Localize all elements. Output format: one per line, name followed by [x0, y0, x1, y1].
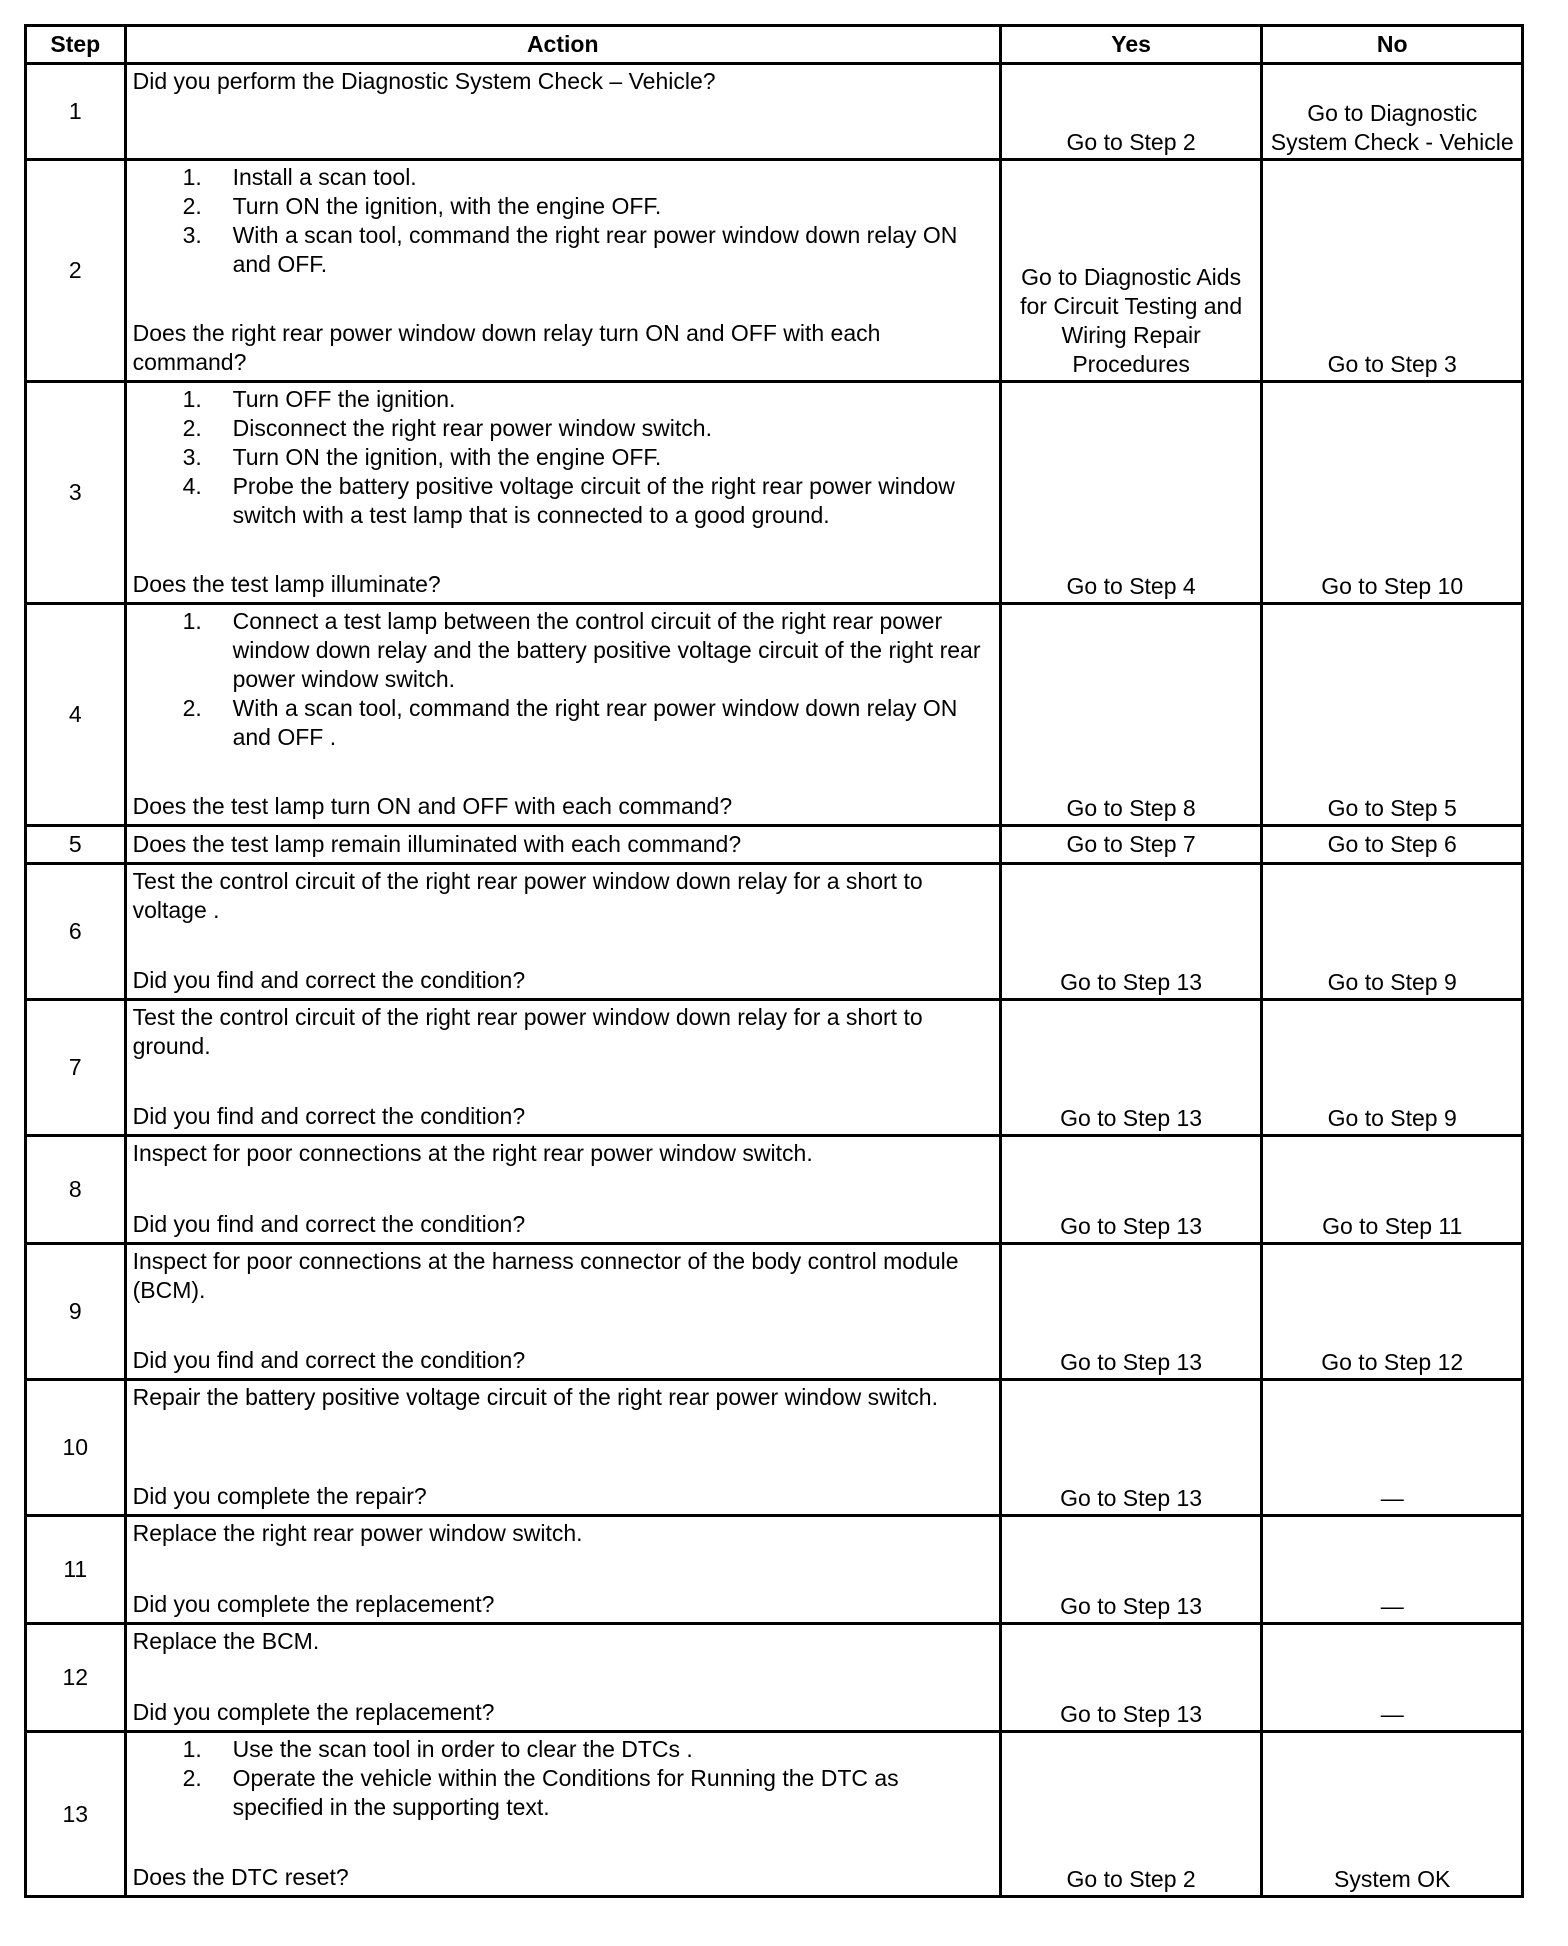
yes-result: Go to Step 13: [1000, 1244, 1262, 1380]
step-number: 1: [26, 64, 126, 160]
action-step-number: 4.: [182, 473, 202, 499]
no-result: System OK: [1262, 1732, 1523, 1897]
action-body: [133, 67, 993, 96]
header-no: No: [1262, 26, 1523, 64]
action-step-number: 1.: [182, 1736, 202, 1762]
action-cell: [125, 1380, 1000, 1516]
step-number: 3: [26, 382, 126, 604]
yes-result: Go to Step 13: [1000, 864, 1262, 1000]
step-number: 6: [26, 864, 126, 1000]
action-text: Did you perform the Diagnostic System Check – Vehicle?: [132, 68, 716, 94]
action-text: Repair the battery positive voltage circuit of the right rear power window switch.: [132, 1384, 938, 1410]
action-body: [133, 867, 993, 925]
table-row: [26, 604, 1523, 826]
action-steps: [133, 163, 993, 279]
action-step-item: [133, 607, 993, 694]
no-result: Go to Step 9: [1262, 1000, 1523, 1136]
action-step-number: 2.: [182, 193, 202, 219]
action-question: Did you find and correct the condition?: [132, 967, 526, 993]
action-cell: [125, 382, 1000, 604]
action-step-item: [133, 192, 993, 221]
action-cell: [125, 1624, 1000, 1732]
action-question: Does the DTC reset?: [132, 1864, 349, 1890]
action-step-item: [133, 385, 993, 414]
action-body: [133, 1247, 993, 1305]
action-step-text: Turn ON the ignition, with the engine OFF.: [232, 444, 662, 470]
action-step-number: 1.: [182, 608, 202, 634]
action-step-text: Connect a test lamp between the control circuit of the right rear power window down relay and the battery positive voltage circuit of the right rear power window switch.: [232, 608, 981, 692]
no-result: Go to Step 10: [1262, 382, 1523, 604]
action-step-text: With a scan tool, command the right rear power window down relay ON and OFF .: [232, 695, 958, 750]
action-question: Did you find and correct the condition?: [132, 1347, 526, 1373]
yes-result: Go to Step 2: [1000, 64, 1262, 160]
table-row: [26, 1516, 1523, 1624]
action-step-text: Turn ON the ignition, with the engine OFF.: [232, 193, 662, 219]
table-row: [26, 1732, 1523, 1897]
header-step: Step: [26, 26, 126, 64]
action-step-item: [133, 443, 993, 472]
action-cell: [125, 864, 1000, 1000]
no-result: —: [1262, 1624, 1523, 1732]
no-result: —: [1262, 1380, 1523, 1516]
action-step-text: Install a scan tool.: [232, 164, 417, 190]
step-number: 5: [26, 826, 126, 864]
action-text: Inspect for poor connections at the right rear power window switch.: [132, 1140, 813, 1166]
step-number: 13: [26, 1732, 126, 1897]
action-body: [133, 385, 993, 530]
table-row: [26, 1244, 1523, 1380]
step-number: 12: [26, 1624, 126, 1732]
table-row: [26, 1136, 1523, 1244]
action-step-item: [133, 221, 993, 279]
action-step-text: Use the scan tool in order to clear the DTCs .: [232, 1736, 693, 1762]
action-step-number: 1.: [182, 164, 202, 190]
step-number: 10: [26, 1380, 126, 1516]
no-result: Go to Step 11: [1262, 1136, 1523, 1244]
action-steps: [133, 607, 993, 752]
table-row: [26, 1380, 1523, 1516]
action-question: Did you complete the replacement?: [132, 1699, 495, 1725]
action-question: Does the test lamp illuminate?: [132, 571, 441, 597]
yes-result: Go to Step 13: [1000, 1380, 1262, 1516]
no-result: Go to Step 5: [1262, 604, 1523, 826]
action-cell: [125, 604, 1000, 826]
action-step-item: [133, 1735, 993, 1764]
action-cell: [125, 160, 1000, 382]
no-result: —: [1262, 1516, 1523, 1624]
action-question: Did you find and correct the condition?: [132, 1211, 526, 1237]
action-cell: [125, 1732, 1000, 1897]
table-row: [26, 160, 1523, 382]
action-cell: [125, 1516, 1000, 1624]
header-row: [26, 26, 1523, 64]
table-row: [26, 64, 1523, 160]
step-number: 9: [26, 1244, 126, 1380]
action-text: Replace the BCM.: [132, 1628, 320, 1654]
action-step-text: Disconnect the right rear power window switch.: [232, 415, 712, 441]
action-body: [133, 1519, 993, 1548]
step-number: 8: [26, 1136, 126, 1244]
no-result: Go to Diagnostic System Check - Vehicle: [1262, 64, 1523, 160]
action-text: Test the control circuit of the right rear power window down relay for a short to ground.: [132, 1004, 923, 1059]
action-question: Did you complete the replacement?: [132, 1591, 495, 1617]
yes-result: Go to Step 8: [1000, 604, 1262, 826]
table-row: [26, 1000, 1523, 1136]
action-text: Test the control circuit of the right rear power window down relay for a short to voltage .: [132, 868, 923, 923]
action-cell: [125, 1136, 1000, 1244]
action-question: Does the test lamp turn ON and OFF with each command?: [132, 793, 733, 819]
no-result: Go to Step 3: [1262, 160, 1523, 382]
step-number: 7: [26, 1000, 126, 1136]
yes-result: Go to Step 13: [1000, 1516, 1262, 1624]
yes-result: Go to Step 7: [1000, 826, 1262, 864]
table-row: [26, 382, 1523, 604]
action-question: Did you find and correct the condition?: [132, 1103, 526, 1129]
action-step-text: With a scan tool, command the right rear power window down relay ON and OFF.: [232, 222, 958, 277]
no-result: Go to Step 12: [1262, 1244, 1523, 1380]
action-steps: [133, 1735, 993, 1822]
action-body: [133, 607, 993, 752]
yes-result: Go to Diagnostic Aids for Circuit Testing and Wiring Repair Procedures: [1000, 160, 1262, 382]
action-step-number: 3.: [182, 222, 202, 248]
action-body: [133, 1627, 993, 1656]
action-step-number: 2.: [182, 695, 202, 721]
header-action: Action: [125, 26, 1000, 64]
action-question: Does the right rear power window down relay turn ON and OFF with each command?: [132, 320, 881, 375]
diagnostic-table: [24, 24, 1524, 1898]
no-result: Go to Step 6: [1262, 826, 1523, 864]
action-cell: [125, 1000, 1000, 1136]
action-step-item: [133, 1764, 993, 1822]
no-result: Go to Step 9: [1262, 864, 1523, 1000]
header-yes: Yes: [1000, 26, 1262, 64]
table-row: [26, 864, 1523, 1000]
table-row: [26, 826, 1523, 864]
action-step-number: 1.: [182, 386, 202, 412]
action-question: Did you complete the repair?: [132, 1483, 427, 1509]
action-body: [133, 1383, 993, 1412]
action-body: [133, 1735, 993, 1822]
action-body: [133, 1139, 993, 1168]
action-step-number: 2.: [182, 415, 202, 441]
action-step-text: Operate the vehicle within the Conditions for Running the DTC as specified in the supporting text.: [232, 1765, 899, 1820]
action-step-item: [133, 163, 993, 192]
action-step-text: Turn OFF the ignition.: [232, 386, 456, 412]
yes-result: Go to Step 4: [1000, 382, 1262, 604]
action-body: [133, 830, 993, 859]
yes-result: Go to Step 13: [1000, 1136, 1262, 1244]
step-number: 4: [26, 604, 126, 826]
action-text: Does the test lamp remain illuminated with each command?: [132, 830, 742, 857]
step-number: 11: [26, 1516, 126, 1624]
action-cell: [125, 826, 1000, 864]
action-text: Inspect for poor connections at the harness connector of the body control module (BCM).: [132, 1248, 959, 1303]
action-cell: [125, 64, 1000, 160]
yes-result: Go to Step 13: [1000, 1624, 1262, 1732]
yes-result: Go to Step 13: [1000, 1000, 1262, 1136]
step-number: 2: [26, 160, 126, 382]
action-text: Replace the right rear power window switch.: [132, 1520, 583, 1546]
action-steps: [133, 385, 993, 530]
action-body: [133, 1003, 993, 1061]
action-step-item: [133, 414, 993, 443]
action-cell: [125, 1244, 1000, 1380]
action-step-item: [133, 472, 993, 530]
yes-result: Go to Step 2: [1000, 1732, 1262, 1897]
action-step-number: 3.: [182, 444, 202, 470]
action-step-item: [133, 694, 993, 752]
action-body: [133, 163, 993, 279]
table-row: [26, 1624, 1523, 1732]
action-step-text: Probe the battery positive voltage circuit of the right rear power window switch with a test lamp that is connected to a good ground.: [232, 473, 955, 528]
action-step-number: 2.: [182, 1765, 202, 1791]
